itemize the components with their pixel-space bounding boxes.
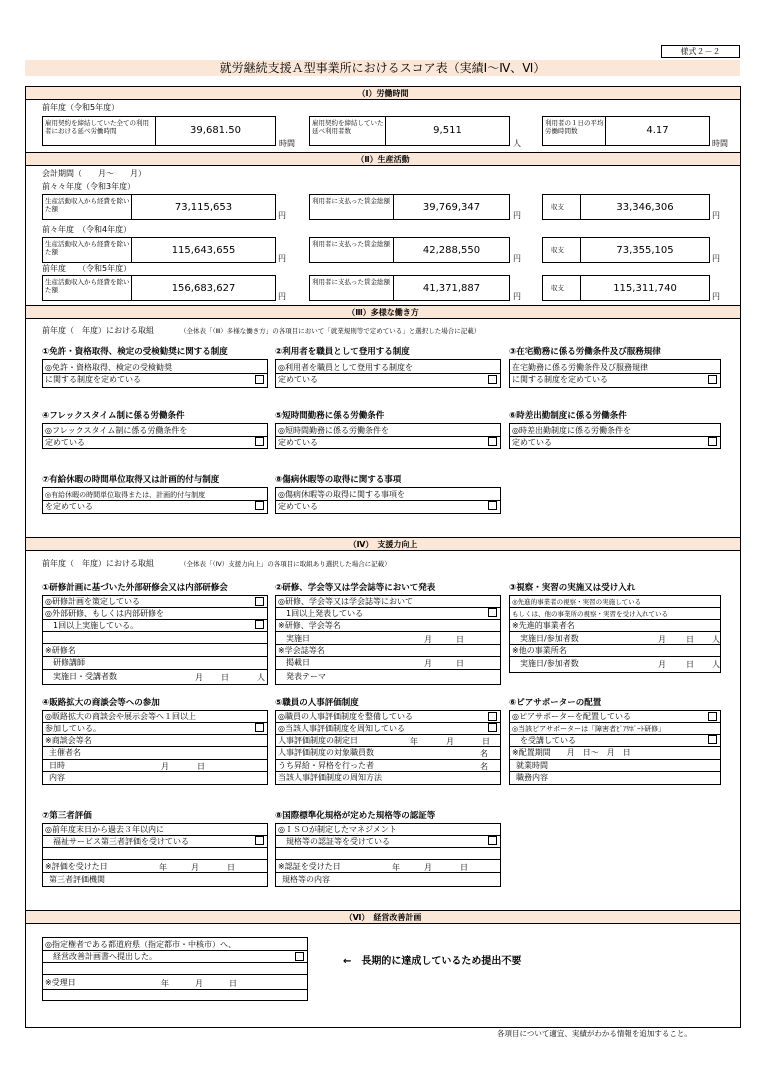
s2-y1-wage-value: 42,288,550 [422, 245, 481, 256]
s3-item-3-box [509, 359, 721, 388]
s6-row: ◎指定権者である都道府県（指定都市・中核市）へ、 [45, 940, 236, 949]
s4-row: 1回以上実施している。 [53, 621, 139, 630]
s4-item-8-checkbox[interactable] [488, 836, 497, 845]
s4-intro: 前年度（ 年度）における取組 [42, 559, 154, 568]
s4-row: 主催者名 [49, 748, 81, 757]
s2-unit: 円 [278, 292, 286, 301]
s2-y2-net-box [42, 275, 276, 301]
s1-avg-unit: 時間 [712, 139, 728, 148]
s3-item-text: ◎短時間勤務に係る労働条件を [278, 426, 389, 435]
s3-item-4-box [42, 423, 268, 449]
s1-users-unit: 人 [513, 139, 521, 148]
s2-unit: 円 [278, 254, 286, 263]
s3-item-text: を定めている [45, 502, 93, 511]
section-2-header: （Ⅱ）生産活動 [26, 152, 740, 166]
s1-total-hours-label: 雇用契約を締結していた全ての利用者における延べ労働時間 [45, 119, 149, 135]
s4-row: 規格等の内容 [282, 875, 330, 884]
s1-total-hours-value: 39,681.50 [190, 125, 241, 136]
s4-row: ※配置期間 月 日～ 月 日 [512, 748, 631, 757]
s4-row: 実施日 [286, 634, 310, 643]
s4-item-2-box [275, 595, 501, 685]
s4-day: 日 [686, 635, 694, 644]
s6-checkbox[interactable] [295, 952, 304, 961]
s2-period: 会計期間（ 月～ 月） [42, 169, 146, 178]
s2-balance-label: 収支 [551, 203, 564, 211]
s3-item-text: に関する制度を定めている [512, 375, 608, 384]
s3-item-text: ◎傷病休暇等の取得に関する事項を [278, 490, 405, 499]
s6-row: ※受理日 [45, 978, 76, 987]
s4-row: ※認証を受けた日 [278, 862, 341, 871]
s3-item-text: ◎利用者を職員として登用する制度を [278, 363, 413, 372]
s4-item-5-checkbox-1[interactable] [488, 712, 497, 721]
s3-intro: 前年度（ 年度）における取組 [42, 326, 154, 335]
s4-month: 月 [191, 863, 199, 872]
s2-unit: 円 [513, 292, 521, 301]
s4-day: 日 [460, 863, 468, 872]
s4-intro-note: （全体表「（Ⅳ）支援力向上」の各項目に取組あり選択した場合に記載） [180, 560, 391, 568]
s4-row: 掲載日 [286, 658, 310, 667]
s4-item-2-checkbox[interactable] [488, 608, 497, 617]
s3-item-2-box [275, 359, 501, 388]
s4-row: 研修講師 [53, 658, 85, 667]
s4-row: ※先進的事業者名 [512, 621, 575, 630]
s6-month: 月 [195, 979, 203, 988]
s3-item-title: ②利用者を職員として登用する制度 [275, 347, 410, 357]
s4-row: 職務内容 [516, 773, 548, 782]
s4-row: ◎当該人事評価制度を周知している [278, 724, 405, 733]
s2-y1-net-box [42, 237, 276, 263]
s2-y1-wage-box [309, 237, 510, 263]
s4-month: 月 [658, 660, 666, 669]
s4-item-4-checkbox[interactable] [255, 723, 264, 732]
s4-row: 実施日・受講者数 [53, 672, 117, 681]
s4-item-4-box [42, 710, 268, 785]
s4-count-unit: 名 [480, 762, 488, 771]
s2-y0-net-value: 73,115,653 [174, 202, 233, 213]
s3-item-text: 在宅勤務に係る労働条件及び服務規律 [512, 363, 648, 372]
s4-row: 日時 [49, 761, 65, 770]
s4-item-1-checkbox-1[interactable] [255, 597, 264, 606]
s3-item-7-box [42, 487, 268, 514]
s3-item-text: 定めている [45, 438, 85, 447]
s4-row: 参加している。 [45, 724, 101, 733]
s4-day: 日 [686, 660, 694, 669]
s2-net-label: 生産活動収入から経費を除いた額 [45, 197, 130, 213]
s6-note: ← 長期的に達成しているため提出不要 [343, 956, 522, 967]
s4-row: うち昇給・昇格を行った者 [278, 761, 374, 770]
s4-row: ※評価を受けた日 [45, 862, 108, 871]
s2-y2-balance-box [542, 275, 710, 301]
s4-day: 日 [456, 659, 464, 668]
s1-users-label: 雇用契約を締結していた延べ利用者数 [312, 119, 384, 135]
s4-item-5-box [275, 710, 501, 785]
s4-day: 日 [482, 737, 490, 746]
s4-count-unit: 名 [480, 749, 488, 758]
s1-avg-value: 4.17 [646, 125, 669, 136]
s3-item-text: 定めている [278, 375, 318, 384]
s4-row: 人事評価制度の制定日 [278, 736, 358, 745]
s2-y1-net-value: 115,643,655 [171, 245, 236, 256]
s6-day: 日 [229, 979, 237, 988]
s1-total-hours-box [42, 116, 276, 146]
s4-row: ◎販路拡大の商談会や展示会等へ１回以上 [45, 712, 196, 721]
s3-item-6-box [509, 423, 721, 449]
s4-item-6-box [509, 710, 721, 785]
s4-item-5-checkbox-2[interactable] [488, 723, 497, 732]
s4-row: ◎研修計画を策定している [45, 597, 140, 606]
s2-y0-balance-box [542, 194, 710, 220]
s2-y2-net-value: 156,683,627 [171, 283, 236, 294]
s3-item-title: ⑧傷病休暇等の取得に関する事項 [275, 475, 402, 485]
s3-item-7-checkbox[interactable] [255, 501, 264, 510]
s3-item-5-box [275, 423, 501, 449]
s2-year-label: 前々々年度（令和3年度） [42, 182, 136, 191]
s2-y1-balance-value: 73,355,105 [616, 245, 674, 256]
s2-net-label: 生産活動収入から経費を除いた額 [45, 278, 130, 294]
s4-month: 月 [424, 863, 432, 872]
s4-year: 年 [159, 863, 167, 872]
s4-person: 人 [712, 635, 720, 644]
section-1-header: （Ⅰ）労働時間 [26, 86, 740, 100]
s3-item-title: ⑦有給休暇の時間単位取得又は計画的付与制度 [42, 475, 220, 485]
s4-row: もしくは、他の事業所の視察・実習を受け入れている [512, 610, 668, 618]
s4-row: ◎当該ピアサポーターは「障害者ﾋﾟｱｻﾎﾟｰﾄ研修」 [512, 725, 666, 733]
s3-item-text: に関する制度を定めている [45, 375, 141, 384]
s3-item-2-checkbox[interactable] [488, 375, 497, 384]
s4-row: ◎前年度末日から過去３年以内に [45, 825, 164, 834]
s3-item-1-checkbox[interactable] [255, 375, 264, 384]
s3-item-text: ◎フレックスタイム制に係る労働条件を [45, 426, 188, 435]
s1-users-value: 9,511 [433, 125, 462, 136]
s4-row: 福祉サービス第三者評価を受けている [53, 837, 189, 846]
s3-item-4-checkbox[interactable] [255, 437, 264, 446]
s2-y2-wage-value: 41,371,887 [422, 283, 481, 294]
s3-item-text: ◎免許・資格取得、検定の受検勧奨 [45, 363, 172, 372]
s4-item-title: ②研修、学会等又は学会誌等において発表 [275, 583, 436, 593]
s2-y1-balance-box [542, 237, 710, 263]
s4-row: ◎研修、学会等又は学会誌等において [278, 597, 413, 606]
s2-y0-net-box [42, 194, 276, 220]
s3-item-3-checkbox[interactable] [708, 375, 717, 384]
s3-intro-note: （全体表「（Ⅲ）多様な働き方」の各項目において「就業規則等で定めている」と選択した場合に記載） [180, 327, 481, 335]
document-title: 就労継続支援Ａ型事業所におけるスコア表（実績Ⅰ～Ⅳ、Ⅵ） [25, 60, 740, 76]
s4-row: ※研修名 [45, 646, 76, 655]
s3-item-text: ◎有給休暇の時間単位取得または、計画的付与制度 [45, 491, 206, 499]
s3-item-text: 定めている [512, 438, 552, 447]
s4-month: 月 [195, 673, 203, 682]
s4-item-title: ④販路拡大の商談会等への参加 [42, 698, 160, 708]
form-number: 様式２－２ [661, 45, 740, 58]
s2-wage-label: 利用者に支払った賃金総額 [312, 240, 390, 248]
s1-hours-unit: 時間 [279, 139, 295, 148]
s2-unit: 円 [513, 254, 521, 263]
s4-month: 月 [424, 659, 432, 668]
s4-item-title: ③視察・実習の実施又は受け入れ [509, 583, 636, 593]
s2-balance-label: 収支 [551, 284, 564, 292]
s3-item-title: ⑥時差出勤制度に係る労働条件 [509, 411, 627, 421]
section-6-header: （Ⅵ） 経営改善計画 [26, 910, 740, 924]
s4-item-title: ⑧国際標準化規格が定めた規格等の認証等 [275, 811, 436, 821]
s2-y2-wage-box [309, 275, 510, 301]
s4-row: ◎職員の人事評価制度を整備している [278, 712, 413, 721]
s2-year-label: 前々年度 （令和4年度） [42, 225, 132, 234]
s4-row: ◎先進的事業者の視察・実習の実施している [512, 598, 642, 606]
s1-avg-box [542, 116, 710, 146]
s4-year: 年 [392, 863, 400, 872]
s2-unit: 円 [278, 211, 286, 220]
s4-month: 月 [424, 635, 432, 644]
s3-item-1-box [42, 359, 268, 388]
s3-item-text: 定めている [278, 502, 318, 511]
s2-balance-label: 収支 [551, 246, 564, 254]
s4-row: 当該人事評価制度の周知方法 [278, 773, 382, 782]
s4-item-6-checkbox-1[interactable] [708, 712, 717, 721]
s2-net-label: 生産活動収入から経費を除いた額 [45, 240, 130, 256]
s4-row: 発表テーマ [286, 672, 326, 681]
s3-item-text: 定めている [278, 438, 318, 447]
s4-item-1-box [42, 595, 268, 685]
s4-row: を受講している [520, 736, 576, 745]
s1-users-box [309, 116, 510, 146]
s2-year-label: 前年度 （令和5年度） [42, 264, 132, 273]
s3-item-title: ④フレックスタイム制に係る労働条件 [42, 411, 185, 421]
s3-item-6-checkbox[interactable] [708, 437, 717, 446]
s2-wage-label: 利用者に支払った賃金総額 [312, 278, 390, 286]
s1-avg-label: 利用者の１日の平均労働時間数 [545, 119, 604, 135]
s2-unit: 円 [712, 254, 720, 263]
s6-year: 年 [161, 979, 169, 988]
s6-box [42, 937, 308, 1001]
s4-month: 月 [161, 762, 169, 771]
s4-item-6-checkbox-2[interactable] [708, 735, 717, 744]
s3-item-title: ①免許・資格取得、検定の受検勧奨に関する制度 [42, 347, 228, 357]
s4-row: 就業時間 [516, 761, 548, 770]
s3-item-8-box [275, 487, 501, 514]
s4-row: ※学会誌等名 [278, 646, 325, 655]
s3-item-text: ◎時差出勤制度に係る労働条件を [512, 426, 631, 435]
s3-item-8-checkbox[interactable] [488, 501, 497, 510]
s4-row: ※他の事業所名 [512, 646, 567, 655]
s2-wage-label: 利用者に支払った賃金総額 [312, 197, 390, 205]
s4-person: 人 [712, 660, 720, 669]
s2-y0-wage-value: 39,769,347 [422, 202, 481, 213]
s4-row: 1回以上発表している [286, 609, 364, 618]
s4-item-8-box [275, 823, 501, 887]
s4-month: 月 [446, 737, 454, 746]
s4-year: 年 [410, 737, 418, 746]
s4-day: 日 [197, 762, 205, 771]
s2-unit: 円 [712, 211, 720, 220]
s2-unit: 円 [712, 292, 720, 301]
s2-unit: 円 [513, 211, 521, 220]
section-4-header: （Ⅳ） 支援力向上 [26, 537, 740, 551]
s4-item-title: ①研修計画に基づいた外部研修会又は内部研修会 [42, 583, 228, 593]
s4-row: ◎外部研修、もしくは内部研修を [45, 609, 164, 618]
s4-day: 日 [456, 635, 464, 644]
section-3-header: （Ⅲ）多様な働き方 [26, 305, 740, 319]
s4-item-1-checkbox-2[interactable] [255, 620, 264, 629]
s3-item-5-checkbox[interactable] [488, 437, 497, 446]
s4-month: 月 [658, 635, 666, 644]
s4-item-title: ⑥ピアサポーターの配置 [509, 698, 602, 708]
s4-row: ◎ピアサポーターを配置している [512, 712, 631, 721]
s4-item-7-box [42, 823, 268, 887]
footer-note: 各項目について適宜、実績がわかる情報を追加すること。 [497, 1029, 692, 1038]
s4-day: 日 [221, 673, 229, 682]
s4-item-7-checkbox[interactable] [255, 836, 264, 845]
s4-row: ※研修、学会等名 [278, 621, 341, 630]
s4-person: 人 [257, 673, 265, 682]
s2-y0-balance-value: 33,346,306 [616, 202, 674, 213]
s4-row: ※商談会等名 [45, 736, 92, 745]
s4-row: ◎ＩＳＯが制定したマネジメント [278, 825, 397, 834]
s4-row: 実施日/参加者数 [520, 634, 579, 643]
s4-row: 人事評価制度の対象職員数 [278, 748, 374, 757]
s4-row: 内容 [49, 773, 65, 782]
s6-row: 経営改善計画書へ提出した。 [53, 952, 157, 961]
s4-item-title: ⑦第三者評価 [42, 811, 92, 821]
s2-y2-balance-value: 115,311,740 [613, 283, 677, 294]
s3-item-title: ③在宅勤務に係る労働条件及び服務規律 [509, 347, 661, 357]
s4-row: 規格等の認証等を受けている [286, 837, 390, 846]
s4-item-3-box [509, 595, 721, 673]
s4-row: 実施日/参加者数 [520, 659, 579, 668]
s3-item-title: ⑤短時間勤務に係る労働条件 [275, 411, 385, 421]
s4-item-title: ⑤職員の人事評価制度 [275, 698, 359, 708]
s1-prev-year: 前年度（令和5年度） [42, 103, 120, 112]
s2-y0-wage-box [309, 194, 510, 220]
s4-day: 日 [227, 863, 235, 872]
s4-row: 第三者評価機関 [49, 875, 105, 884]
